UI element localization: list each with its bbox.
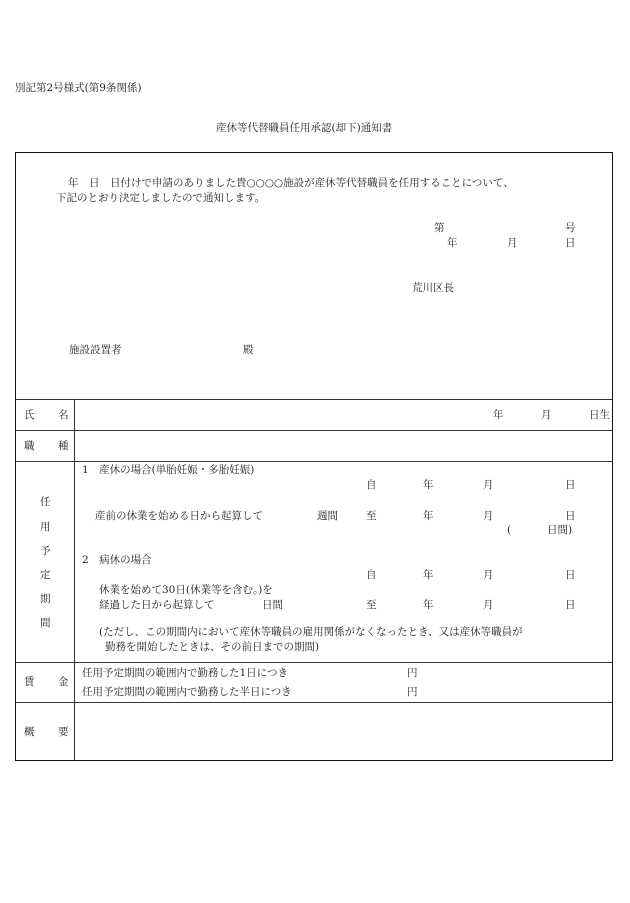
label-column-divider [74, 399, 75, 760]
case2-to-month: 月 [483, 599, 494, 611]
case2-days: 日間 [262, 599, 283, 611]
case2-from-month: 月 [483, 569, 494, 581]
job-label-c2: 種 [58, 440, 69, 452]
case2-from-day: 日 [565, 569, 576, 581]
case2-from: 自 [366, 569, 377, 581]
case1-title: 1 産休の場合(単胎妊娠・多胎妊娠) [82, 464, 255, 476]
birth-day: 日生 [589, 409, 610, 421]
date-year: 年 [447, 237, 458, 249]
case1-days-open: ( [507, 524, 512, 536]
row-divider [16, 461, 612, 462]
case2-to-year: 年 [423, 599, 434, 611]
case2-line1: 休業を始めて30日(休業等を含む。)を [99, 584, 273, 596]
date-month: 月 [507, 237, 518, 249]
period-label-char: 任 [40, 496, 51, 508]
number-go: 号 [565, 222, 576, 234]
summary-label-c2: 要 [58, 726, 69, 738]
row-divider [16, 399, 612, 400]
number-dai: 第 [434, 222, 445, 234]
period-note-line2: 勤務を開始したときは、その前日までの期間) [105, 641, 320, 653]
case2-line2: 経過した日から起算して [99, 599, 215, 611]
name-label-c2: 名 [58, 409, 69, 421]
notice-body-line2: 下記のとおり決定しましたので通知します。 [56, 192, 266, 204]
case2-from-year: 年 [423, 569, 434, 581]
case1-weeks: 週間 [317, 510, 338, 522]
case1-days-close: 日間) [547, 524, 573, 536]
issuer: 荒川区長 [412, 282, 454, 294]
form-table [15, 152, 613, 761]
addressee-suffix: 殿 [243, 344, 254, 356]
wage-line1: 任用予定期間の範囲内で勤務した1日につき [82, 667, 288, 679]
case2-to: 至 [366, 599, 377, 611]
case1-to-day: 日 [565, 510, 576, 522]
addressee-label: 施設設置者 [69, 344, 122, 356]
form-number: 別記第2号様式(第9条関係) [15, 82, 142, 94]
birth-year: 年 [493, 409, 504, 421]
case2-title: 2 病休の場合 [82, 554, 152, 566]
row-divider [16, 702, 612, 703]
case1-to: 至 [366, 510, 377, 522]
case1-from-day: 日 [565, 479, 576, 491]
case1-to-year: 年 [423, 510, 434, 522]
case1-from-year: 年 [423, 479, 434, 491]
wage-line2: 任用予定期間の範囲内で勤務した半日につき [82, 686, 292, 698]
wage-label-c2: 金 [58, 676, 69, 688]
job-label-c1: 職 [24, 440, 35, 452]
form-title: 産休等代替職員任用承認(却下)通知書 [216, 122, 393, 134]
period-label-char: 間 [40, 617, 51, 629]
summary-label-c1: 概 [24, 726, 35, 738]
period-label-char: 定 [40, 569, 51, 581]
period-note-line1: (ただし、この期間内において産休等職員の雇用関係がなくなったとき、又は産休等職員が [99, 626, 523, 638]
birth-month: 月 [541, 409, 552, 421]
date-day: 日 [565, 237, 576, 249]
case2-to-day: 日 [565, 599, 576, 611]
notice-body-line1: 年 日 日付けで申請のありました貴○○○○施設が産休等代替職員を任用することについて、 [68, 177, 514, 189]
case1-from: 自 [366, 479, 377, 491]
case1-from-month: 月 [483, 479, 494, 491]
wage-yen-1: 円 [407, 667, 418, 679]
period-label-char: 用 [40, 521, 51, 533]
period-label-char: 予 [40, 545, 51, 557]
case1-to-month: 月 [483, 510, 494, 522]
row-divider [16, 662, 612, 663]
period-label-char: 期 [40, 593, 51, 605]
case1-start-text: 産前の休業を始める日から起算して [95, 510, 263, 522]
name-label-c1: 氏 [24, 409, 35, 421]
row-divider [16, 430, 612, 431]
wage-yen-2: 円 [407, 686, 418, 698]
wage-label-c1: 賃 [24, 676, 35, 688]
